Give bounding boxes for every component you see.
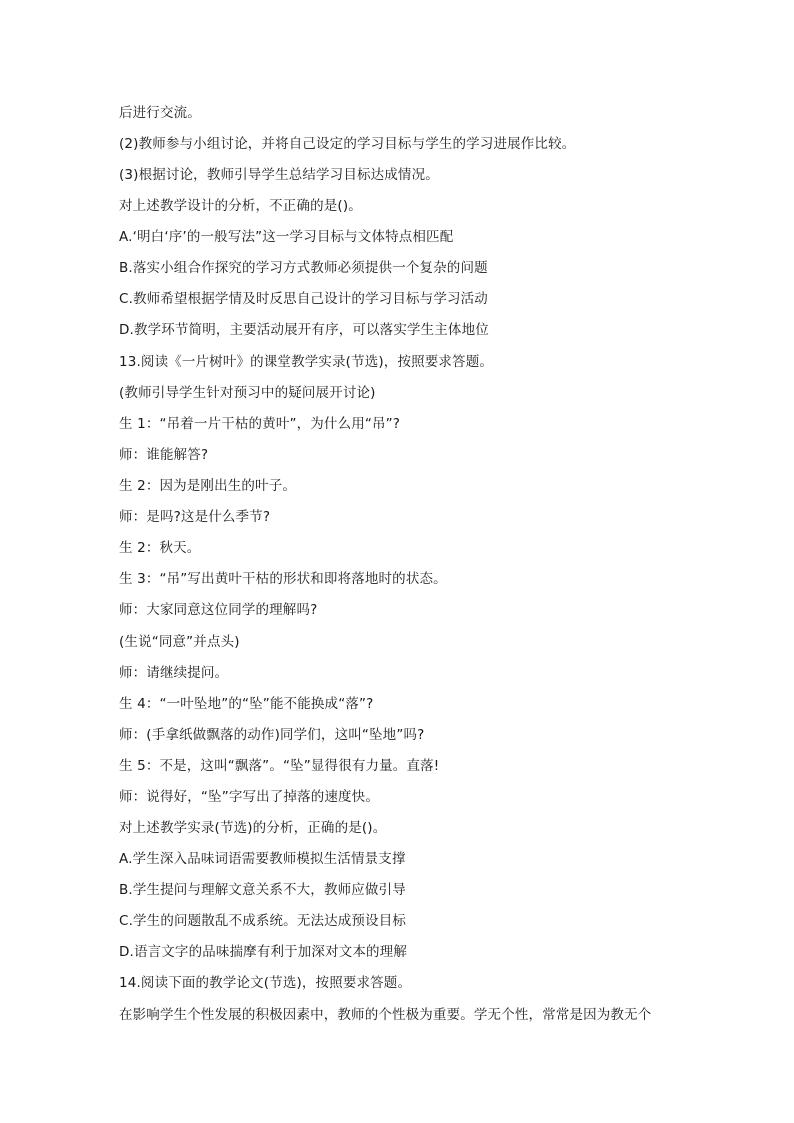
dialogue-line: 生 5：不是，这叫“飘落”。“坠”显得很有力量。直落! [119, 758, 440, 774]
question-stem: 对上述教学实录(节选)的分析，正确的是()。 [119, 820, 387, 836]
question-stem: 对上述教学设计的分析，不正确的是()。 [119, 198, 362, 214]
dialogue-line: 师：是吗?这是什么季节? [119, 509, 271, 525]
text-line: 后进行交流。 [119, 105, 201, 121]
dialogue-line: 生 1：“吊着一片干枯的黄叶”，为什么用“吊”? [119, 416, 401, 432]
option-d: D.语言文字的品味揣摩有利于加深对文本的理解 [119, 944, 407, 960]
option-a: A.学生深入品味词语需要教师模拟生活情景支撑 [119, 851, 406, 867]
option-c: C.学生的问题散乱不成系统。无法达成预设目标 [119, 913, 407, 929]
dialogue-line: 生 2：秋天。 [119, 540, 201, 556]
question-heading: 14.阅读下面的教学论文(节选)，按照要求答题。 [119, 975, 412, 991]
question-heading: 13.阅读《一片树叶》的课堂教学实录(节选)，按照要求答题。 [119, 354, 494, 370]
dialogue-line: 生 4：“一叶坠地”的“坠”能不能换成“落”? [119, 696, 374, 712]
dialogue-line: 师：大家同意这位同学的理解吗? [119, 602, 318, 618]
dialogue-line: (生说“同意”并点头) [119, 634, 240, 650]
option-c: C.教师希望根据学情及时反思自己设计的学习目标与学习活动 [119, 291, 488, 307]
text-line: (2)教师参与小组讨论，并将自己设定的学习目标与学生的学习进展作比较。 [119, 136, 576, 152]
option-b: B.落实小组合作探究的学习方式教师必须提供一个复杂的问题 [119, 260, 488, 276]
dialogue-line: 师：谁能解答? [119, 447, 209, 463]
option-d: D.教学环节简明，主要活动展开有序，可以落实学生主体地位 [119, 322, 489, 338]
text-line: (3)根据讨论，教师引导学生总结学习目标达成情况。 [119, 167, 439, 183]
text-line: 在影响学生个性发展的积极因素中，教师的个性极为重要。学无个性，常常是因为教无个 [119, 1007, 652, 1023]
dialogue-line: 师：请继续提问。 [119, 665, 229, 681]
dialogue-line: 生 3：“吊”写出黄叶干枯的形状和即将落地时的状态。 [119, 571, 447, 587]
dialogue-line: 师：说得好，“坠”字写出了掉落的速度快。 [119, 789, 379, 805]
text-line: (教师引导学生针对预习中的疑问展开讨论) [119, 385, 376, 401]
dialogue-line: 生 2：因为是刚出生的叶子。 [119, 478, 296, 494]
dialogue-line: 师：(手拿纸做飘落的动作)同学们，这叫“坠地”吗? [119, 727, 425, 743]
option-a: A.‘明白‘序’的一般写法”这一学习目标与文体特点相匹配 [119, 229, 454, 245]
option-b: B.学生提问与理解文意关系不大，教师应做引导 [119, 882, 406, 898]
